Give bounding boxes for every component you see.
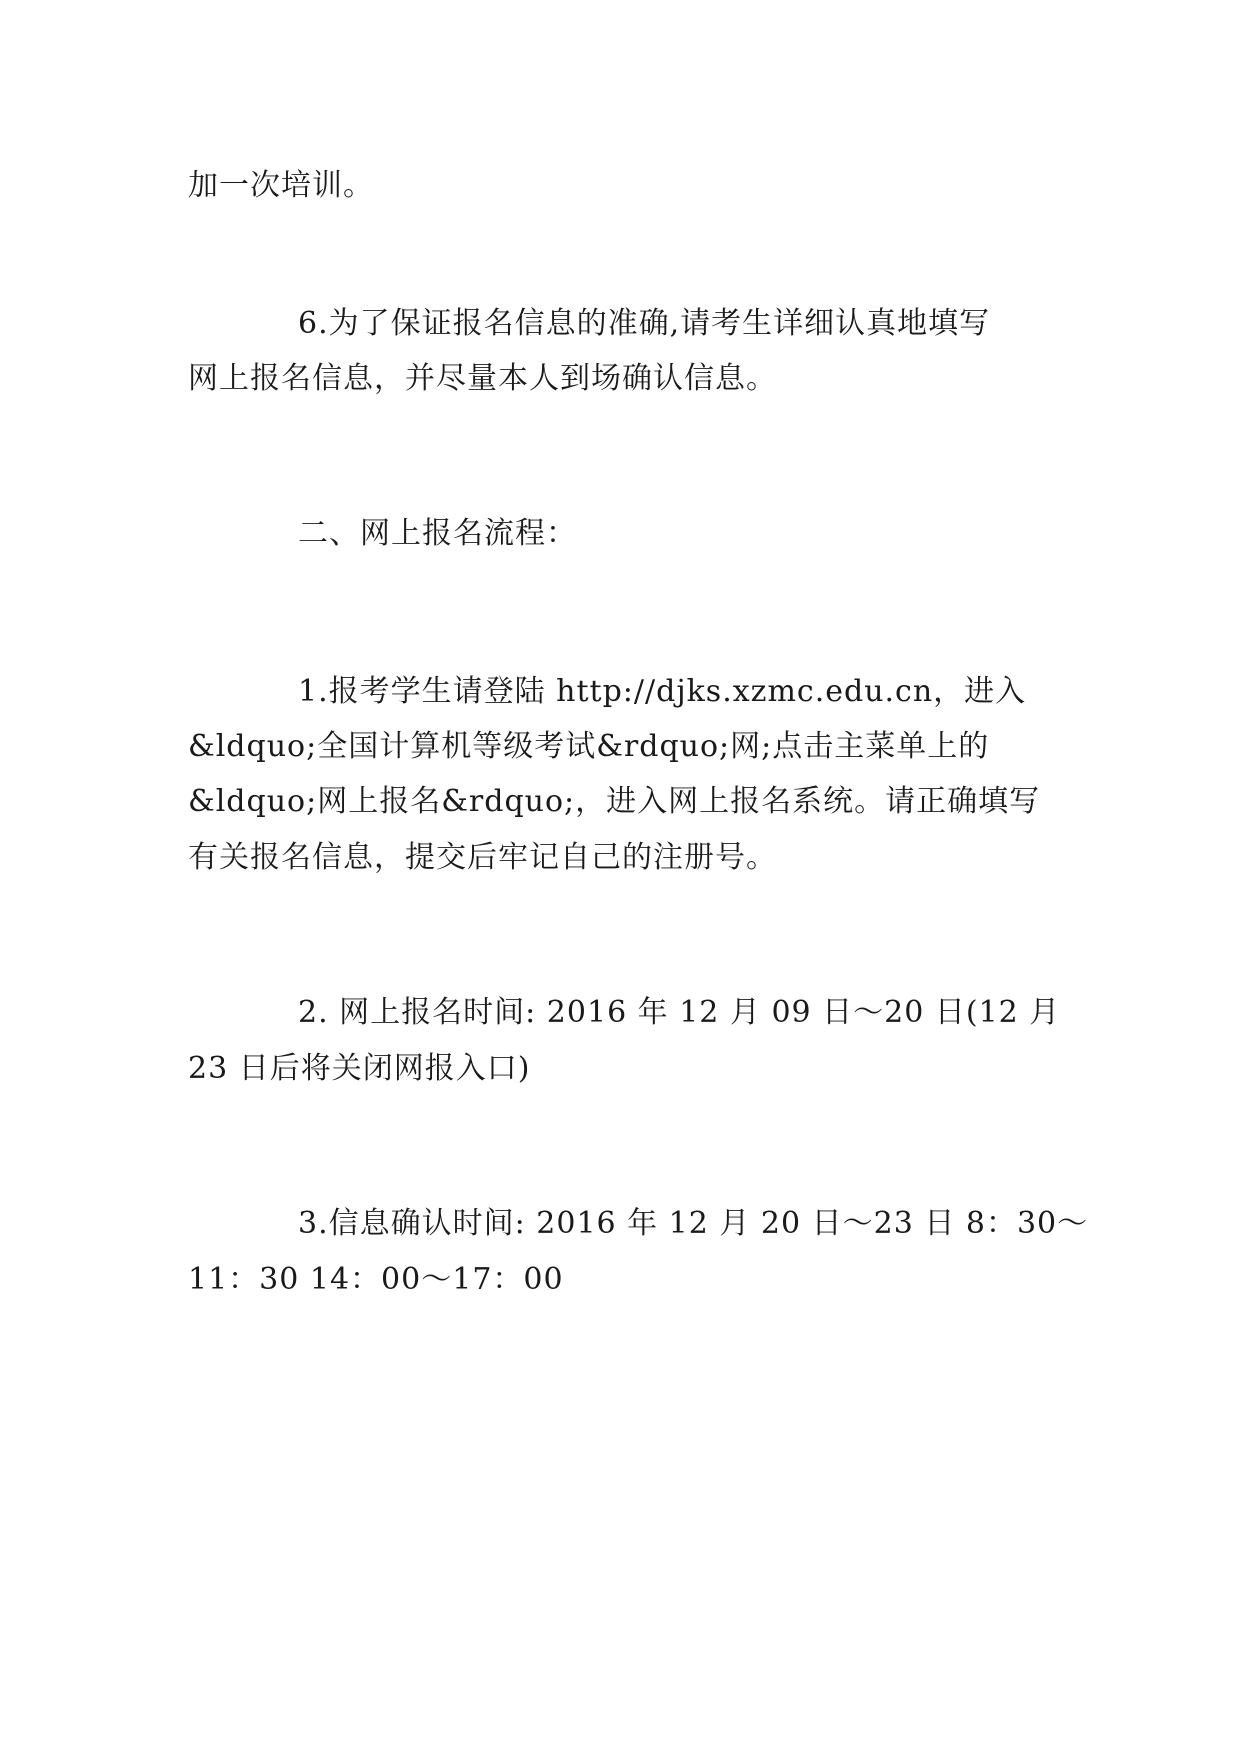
section-heading: 二、网上报名流程： [298,516,577,551]
step-1-line-3: &ldquo;网上报名&rdquo;，进入网上报名系统。请正确填写 [188,784,1041,819]
step-1-line-1: 1.报考学生请登陆 http://djks.xzmc.edu.cn，进入 [298,674,1027,709]
step-3-line-2: 11：30 14：00～17：00 [188,1262,564,1297]
item-6-line-1: 6.为了保证报名信息的准确,请考生详细认真地填写 [298,306,991,341]
paragraph-continuation-line: 加一次培训。 [188,168,374,203]
step-2-line-1: 2. 网上报名时间: 2016 年 12 月 09 日～20 日(12 月 [298,995,1061,1030]
step-1-line-2: &ldquo;全国计算机等级考试&rdquo;网;点击主菜单上的 [188,729,990,764]
step-3-line-1: 3.信息确认时间: 2016 年 12 月 20 日～23 日 8：30～ [298,1206,1089,1241]
item-6-line-2: 网上报名信息，并尽量本人到场确认信息。 [188,361,777,396]
step-2-line-2: 23 日后将关闭网报入口) [188,1051,531,1086]
step-1-line-4: 有关报名信息，提交后牢记自己的注册号。 [188,840,777,875]
